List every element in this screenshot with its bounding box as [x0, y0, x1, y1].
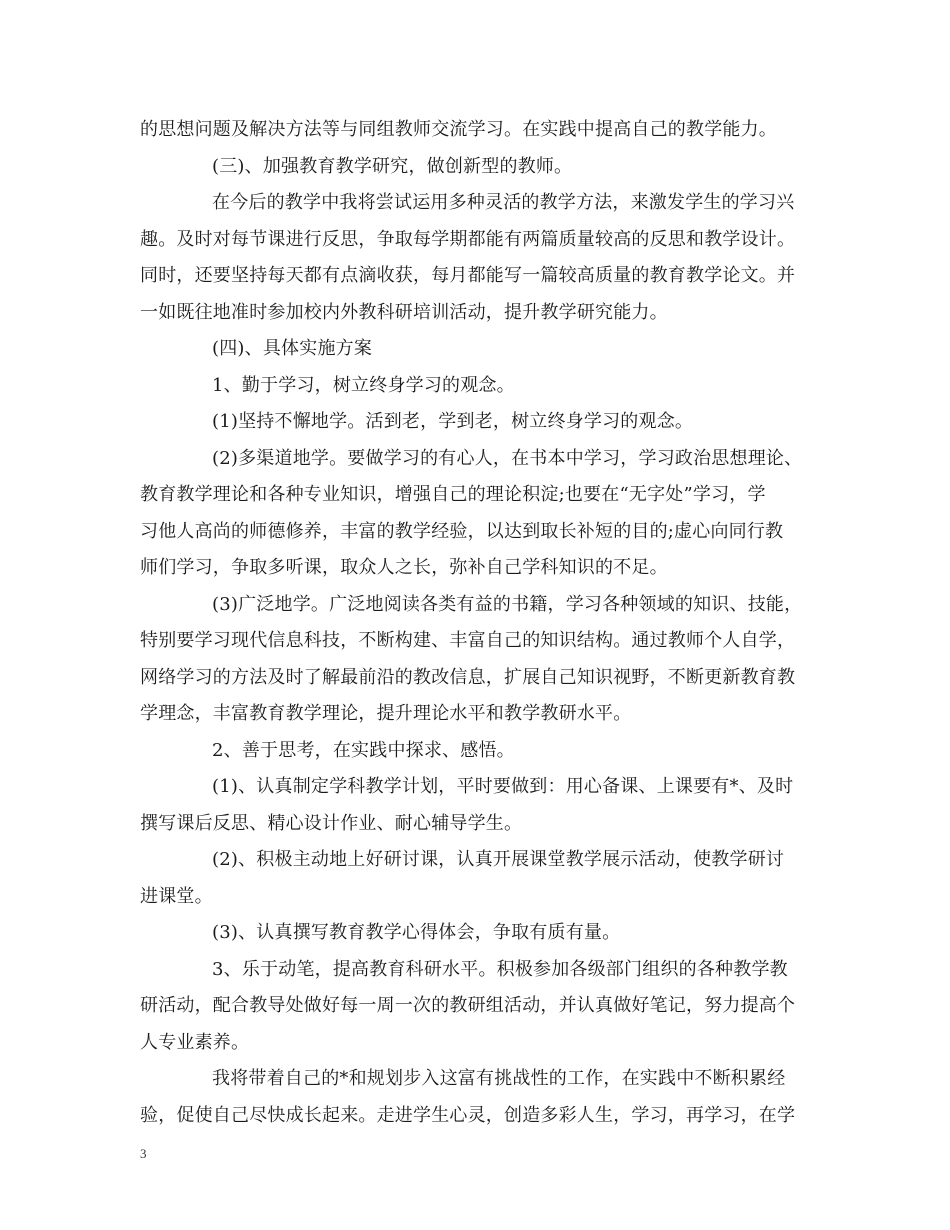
text-line: 进课堂。: [140, 885, 213, 907]
text-line: 3、乐于动笔，提高教育科研水平。积极参加各级部门组织的各种教学教: [212, 958, 788, 980]
text-line: (1)坚持不懈地学。活到老，学到老，树立终身学习的观念。: [212, 411, 694, 432]
text-line: 一如既往地准时参加校内外教科研培训活动，提升教学研究能力。: [140, 301, 668, 323]
page-number: 3: [140, 1146, 147, 1161]
text-line: 教育教学理论和各种专业知识，增强自己的理论积淀;也要在“无字处”学习，学: [140, 484, 766, 505]
text-line: (1)、认真制定学科教学计划，平时要做到：用心备课、上课要有*、及时: [212, 776, 794, 797]
text-line: 撰写课后反思、精心设计作业、耐心辅导学生。: [140, 812, 523, 834]
text-line: 网络学习的方法及时了解最前沿的教改信息，扩展自己知识视野，不断更新教育教: [140, 666, 796, 688]
text-line: 1、勤于学习，树立终身学习的观念。: [212, 374, 515, 396]
text-line: 习他人高尚的师德修养，丰富的教学经验，以达到取长补短的目的;虚心向同行教: [140, 520, 784, 542]
text-line: (四)、具体实施方案: [212, 338, 373, 359]
text-line: (3)广泛地学。广泛地阅读各类有益的书籍，学习各种领域的知识、技能，: [212, 593, 803, 615]
text-line: 验，促使自己尽快成长起来。走进学生心灵，创造多彩人生，学习，再学习，在学: [140, 1104, 796, 1126]
text-line: 特别要学习现代信息科技，不断构建、丰富自己的知识结构。通过教师个人自学，: [140, 630, 796, 651]
text-line: (三)、加强教育教学研究，做创新型的教师。: [212, 155, 573, 177]
document-body: [140, 112, 820, 1134]
text-line: 人专业素养。: [140, 1031, 250, 1053]
text-line: 学理念，丰富教育教学理论，提升理论水平和教学教研水平。: [140, 703, 632, 724]
text-line: 趣。及时对每节课进行反思，争取每学期都能有两篇质量较高的反思和教学设计。: [140, 228, 796, 250]
text-line: 的思想问题及解决方法等与同组教师交流学习。在实践中提高自己的教学能力。: [140, 119, 777, 140]
text-line: 在今后的教学中我将尝试运用多种灵活的教学方法，来激发学生的学习兴: [212, 192, 795, 213]
text-line: (3)、认真撰写教育教学心得体会，争取有质有量。: [212, 922, 621, 943]
text-line: (2)、积极主动地上好研讨课，认真开展课堂教学展示活动，使教学研讨: [212, 849, 785, 870]
text-line: 2、善于思考，在实践中探求、感悟。: [212, 739, 515, 761]
text-line: (2)多渠道地学。要做学习的有心人，在书本中学习，学习政治思想理论、: [212, 447, 803, 469]
text-line: 师们学习，争取多听课，取众人之长，弥补自己学科知识的不足。: [140, 557, 668, 578]
text-line: 同时，还要坚持每天都有点滴收获，每月都能写一篇较高质量的教育教学论文。并: [140, 265, 796, 286]
text-line: 研活动，配合教导处做好每一周一次的教研组活动，并认真做好笔记，努力提高个: [140, 995, 796, 1016]
text-line: 我将带着自己的*和规划步入这富有挑战性的工作，在实践中不断积累经: [212, 1068, 786, 1089]
